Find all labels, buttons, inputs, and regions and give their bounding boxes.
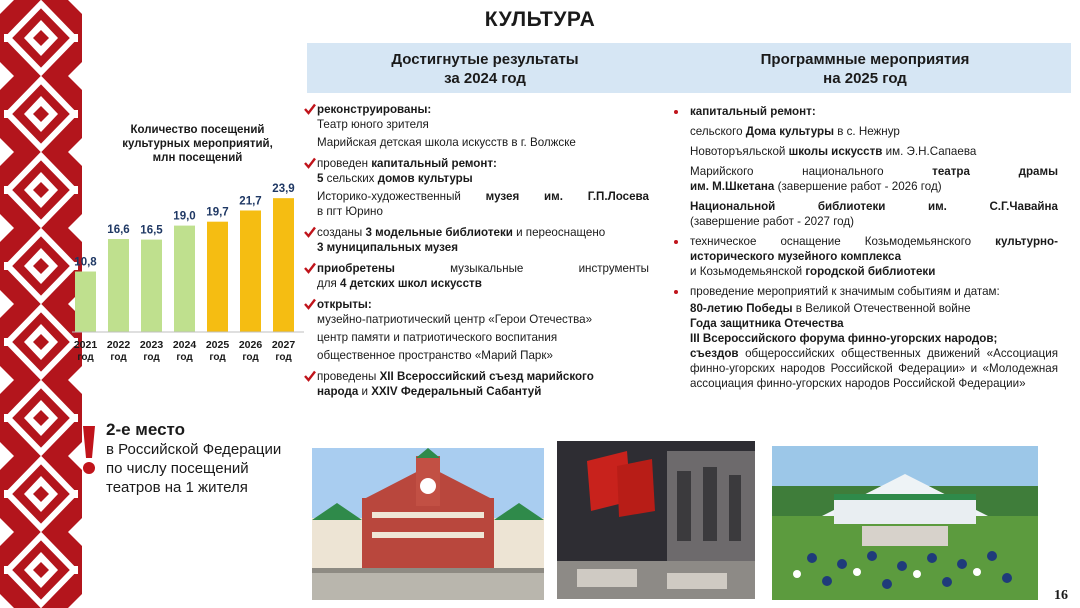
- bar-2025: [207, 222, 228, 332]
- value-label-2024: 19,0: [173, 210, 196, 223]
- bar-2022: [108, 239, 129, 332]
- plan-equipment: техническое оснащение Козьмодемьянского культурно-исторического музейного комплекса и Козьмодемьянской городской библиотеки: [672, 234, 1058, 279]
- photo-museum-heroes: [557, 441, 755, 599]
- bar-2026: [240, 210, 261, 332]
- achievement-libraries: созданы 3 модельные библиотеки и переоснащено 3 муниципальных музея: [304, 225, 649, 255]
- bullet-icon: [674, 240, 678, 244]
- achievement-opened: открыты: музейно-патриотический центр «Герои Отечества» центр памяти и патриотического воспитания общественное пространство «Марий Парк»: [304, 297, 649, 363]
- plan-events-items: 80-летию Победы в Великой Отечественной войне Года защитника Отечества III Всероссийского форума финно-угорских народов; съездов общероссийских общественных движений «Ассоциация финно-угорских народов Российской Федерации» и «Молодежная ассоциация финно-угорских народов Российской Федерации»: [690, 302, 1058, 390]
- plan-repair-item: Новоторъяльской школы искусств им. Э.Н.Сапаева: [690, 145, 977, 158]
- value-label-2023: 16,5: [140, 224, 163, 237]
- photo-sabantuy-festival: [772, 446, 1038, 600]
- tick-sublabel-2026: год: [242, 352, 259, 363]
- check-icon: [304, 103, 316, 115]
- bar-2021: [75, 272, 96, 332]
- tick-label-2025: 2025: [205, 339, 230, 351]
- check-icon: [304, 298, 316, 310]
- plan-events: проведение мероприятий к значимым событиям и датам:: [672, 284, 1058, 299]
- rank-description: в Российской Федерации по числу посещений театров на 1 жителя: [106, 441, 282, 496]
- achievement-repair: проведен капитальный ремонт: 5 сельских домов культуры Историко-художественный музея им. Г.П.Лосева в пгт Юрино: [304, 156, 649, 219]
- bar-2023: [141, 240, 162, 332]
- plan-repair-item: Национальной библиотеки им. С.Г.Чавайна (завершение работ - 2027 год): [690, 200, 1058, 228]
- check-icon: [304, 226, 316, 238]
- tick-label-2026: 2026: [238, 339, 263, 351]
- tick-label-2027: 2027: [271, 339, 296, 351]
- tick-label-2023: 2023: [139, 339, 164, 351]
- photo-yoshkar-ola-architecture: [312, 448, 544, 600]
- bullet-icon: [674, 110, 678, 114]
- achievement-instruments: приобретены музыкальные инструменты для 4 детских школ искусств: [304, 261, 649, 291]
- value-label-2026: 21,7: [239, 195, 262, 208]
- value-label-2022: 16,6: [107, 224, 130, 237]
- plan-repair: капитальный ремонт:: [672, 104, 1058, 119]
- value-label-2021: 10,8: [74, 256, 97, 269]
- tick-label-2021: 2021: [73, 339, 98, 351]
- header-achievements: Достигнутые результаты за 2024 год: [391, 51, 579, 87]
- plans-list: [672, 104, 1058, 391]
- header-plans: Программные мероприятия на 2025 год: [760, 51, 970, 87]
- page-title: КУЛЬТУРА: [484, 8, 596, 31]
- exclamation-icon: [80, 424, 98, 476]
- plan-repair-item: сельского Дома культуры в с. Нежнур: [690, 125, 900, 138]
- achievement-reconstructed: реконструированы: Театр юного зрителя Марийская детская школа искусств в г. Волжске: [304, 102, 649, 150]
- rank-title: 2-е место: [106, 420, 186, 439]
- tick-sublabel-2024: год: [176, 352, 193, 363]
- bar-2024: [174, 226, 195, 332]
- page-number: 16: [1054, 588, 1068, 603]
- ornament-border: [0, 0, 82, 608]
- tick-sublabel-2025: год: [209, 352, 226, 363]
- bar-2027: [273, 198, 294, 332]
- tick-sublabel-2027: год: [275, 352, 292, 363]
- tick-sublabel-2023: год: [143, 352, 160, 363]
- tick-label-2024: 2024: [172, 339, 197, 351]
- check-icon: [304, 262, 316, 274]
- tick-label-2022: 2022: [106, 339, 131, 351]
- tick-sublabel-2022: год: [110, 352, 127, 363]
- achievements-list: [304, 102, 649, 405]
- value-label-2027: 23,9: [272, 183, 295, 196]
- tick-sublabel-2021: год: [77, 352, 94, 363]
- check-icon: [304, 370, 316, 382]
- check-icon: [304, 157, 316, 169]
- bullet-icon: [674, 290, 678, 294]
- plan-repair-item: Марийского национального театра драмы им. М.Шкетана (завершение работ - 2026 год): [690, 165, 1058, 193]
- visits-bar-chart: [72, 165, 304, 375]
- value-label-2025: 19,7: [206, 206, 229, 219]
- chart-title: Количество посещений культурных мероприятий, млн посещений: [122, 124, 273, 164]
- achievement-events: проведены XII Всероссийский съезд марийского народа и XXIV Федеральный Сабантуй: [304, 369, 649, 399]
